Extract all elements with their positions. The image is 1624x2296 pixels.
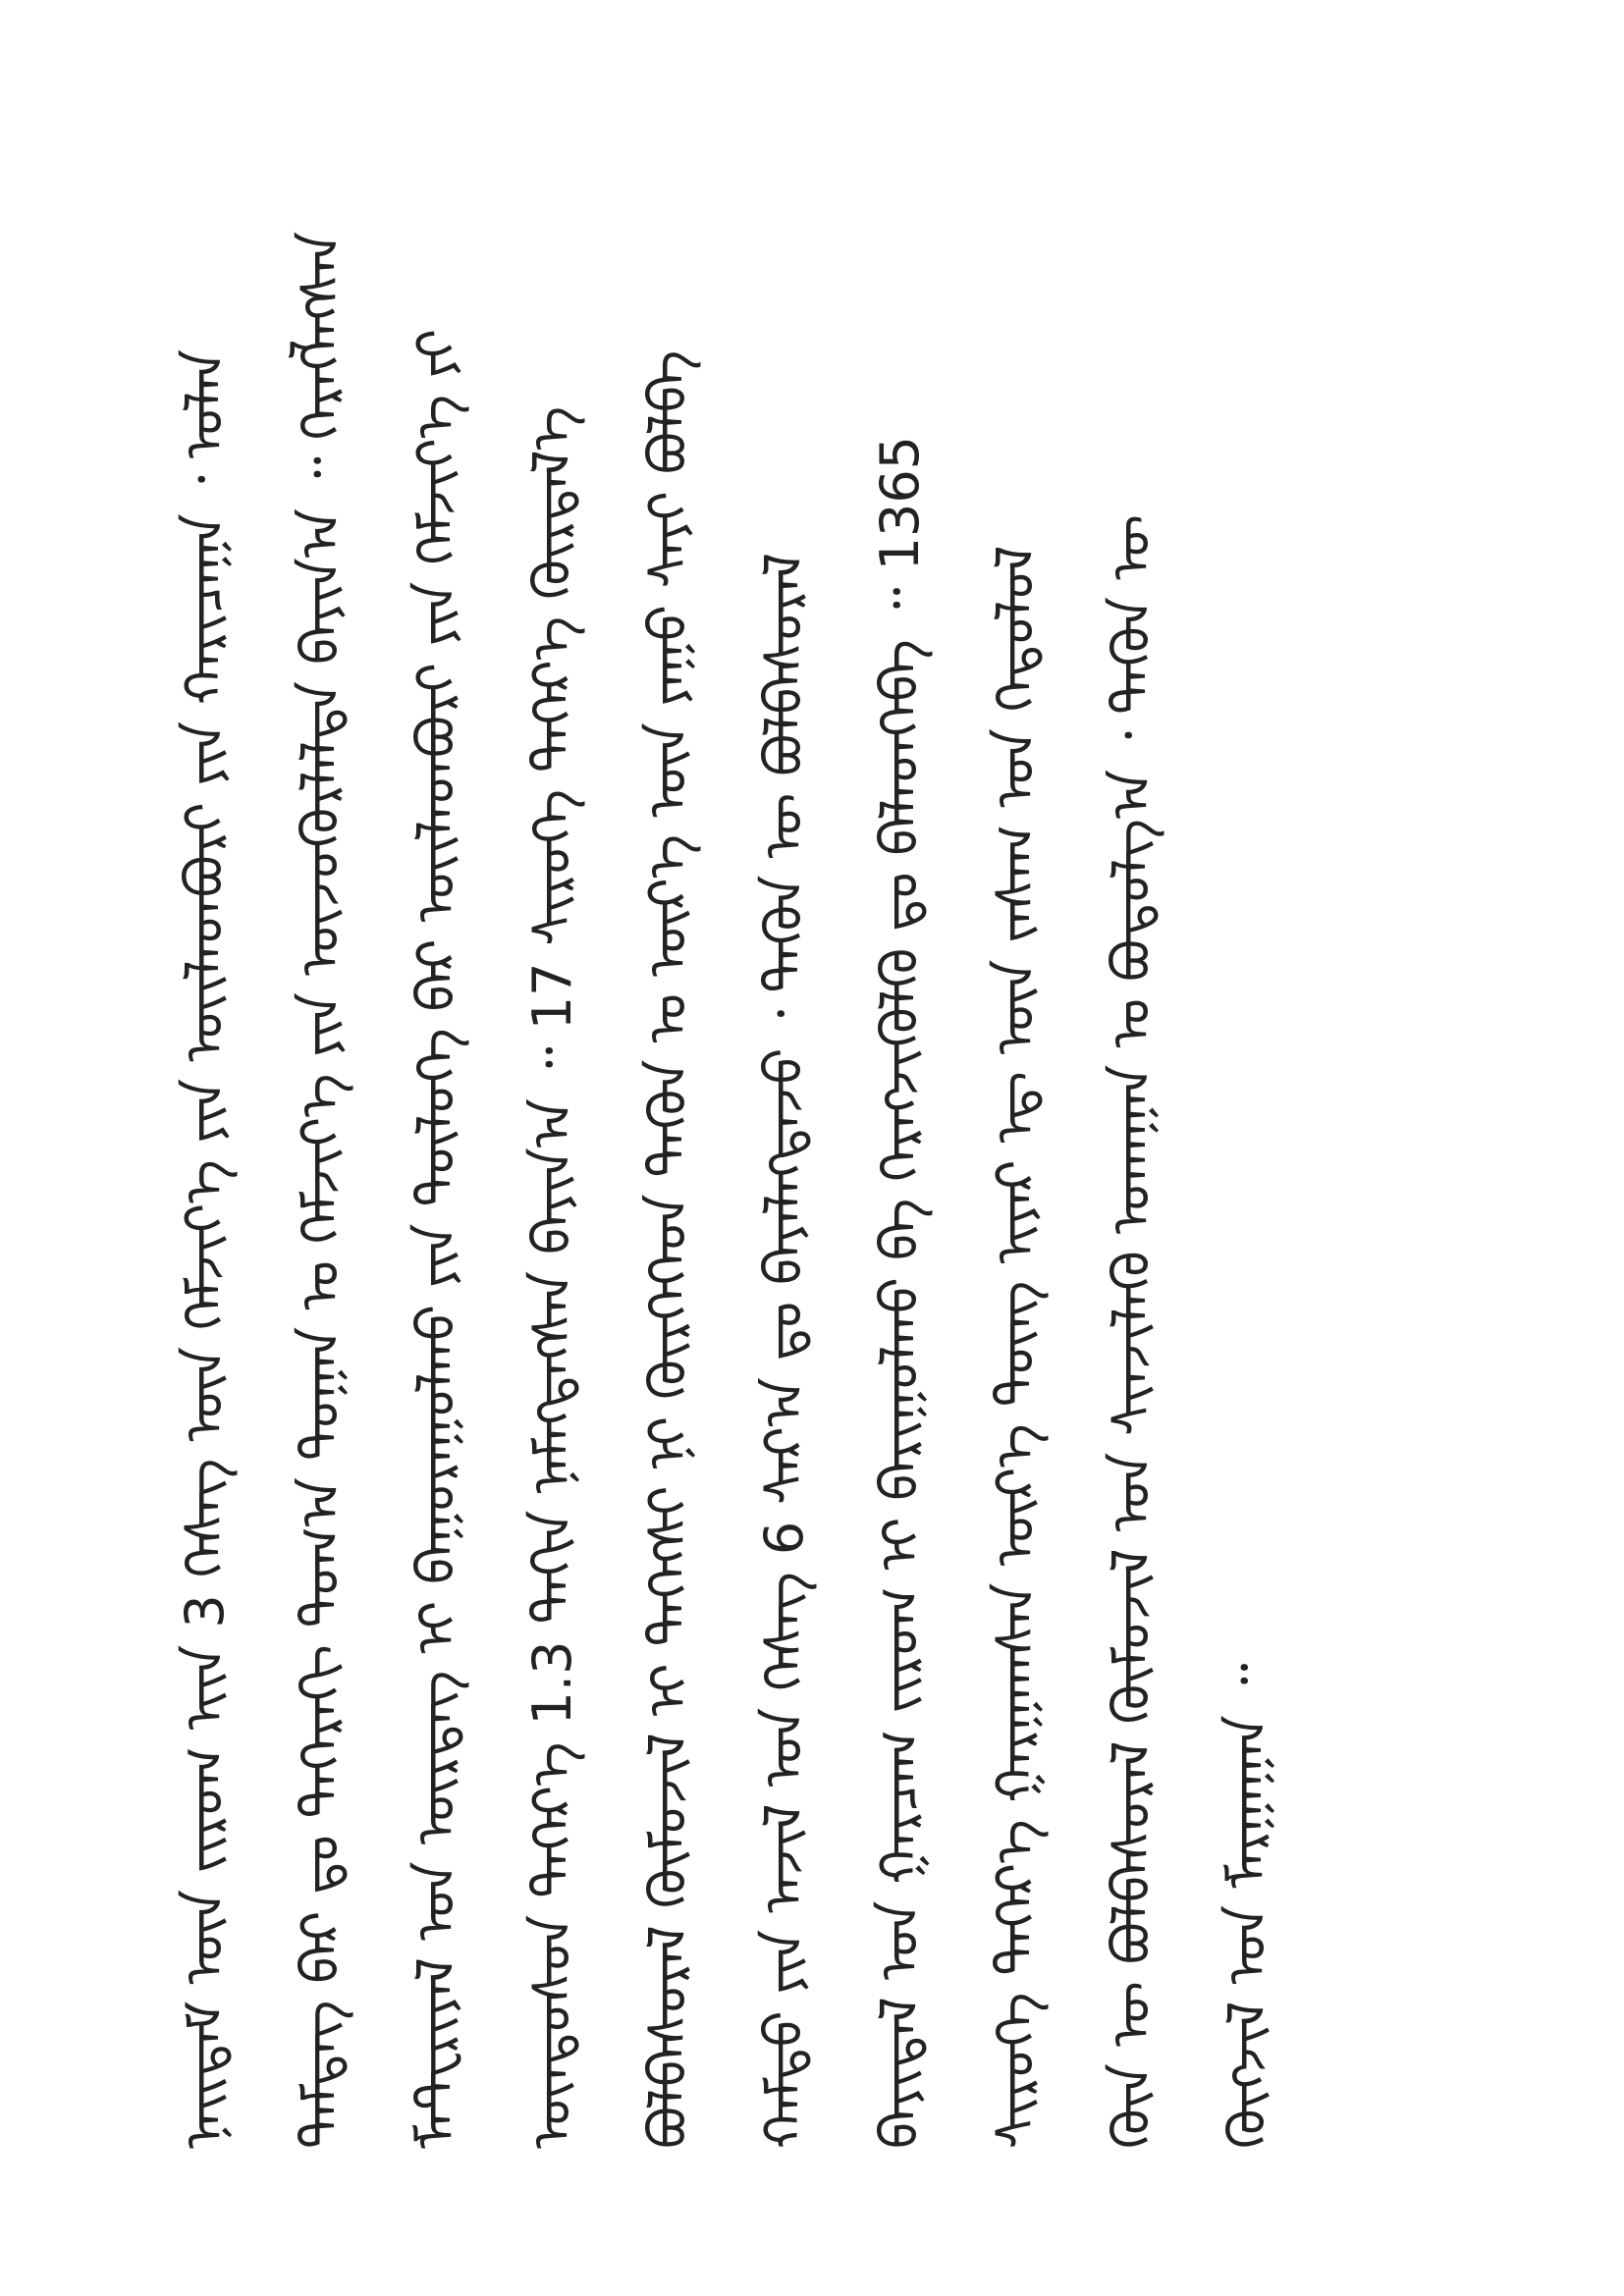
text-line: ᠦᠨᠳᠦᠰᠦᠨ ᠳᠡᠭᠡᠷ᠎ᠡ 1.3 ᠳᠠᠬᠢᠨ ᠨᠡᠮᠡᠭᠳᠡᠭᠰᠡᠨ ᠪᠠᠶᠢᠨ᠎ᠠ ᠃ 17 ᠰᠢᠷᠦᠭᠡ ᠳᠡᠭᠡᠷ᠎ᠡ ᠬᠦᠷᠲᠡᠯ᠎ᠡ bbox=[521, 405, 583, 2149]
text-line: ᠪᠣᠯᠪᠠᠰᠤᠷᠠᠯ ᠬᠦᠮᠦᠵᠢᠯ ᠢ ᠳᠡᠭᠡᠭᠰᠢ ᠨᠢ ᠬᠦᠷᠭᠡᠭᠡᠳ ᠲᠡᠭᠦᠨ ᠤ ᠦᠷ᠎ᠡ ᠦᠨ ᠶᠠᠭᠤ ᠰᠠᠶᠢ ᠪᠣᠯᠪᠠ bbox=[637, 349, 699, 2149]
text-line: ᠬᠦᠭᠵᠢᠯ ᠤᠨ ᠮᠠᠷᠭᠠᠭᠠᠨ ᠃ bbox=[1217, 1663, 1278, 2149]
text-line: ᠪᠠᠶᠢᠳᠠᠯ ᠤᠨ ᠭᠠᠷᠴᠠᠭ ᠵᠢᠷᠤᠭ ᠢ ᠪᠠᠷᠢᠭᠤᠯᠬᠤ ᠪᠠ ᠬᠡᠷᠡᠭᠵᠢᠭᠦᠯᠬᠦ ᠳᠤ ᠪᠡᠯᠡᠳᠬᠡᠪᠡ ᠃ 1365 bbox=[869, 435, 931, 2149]
text-line: ᠨᠡᠢᠳᠡᠮ ᠦᠨ ᠵᠢᠷᠤᠭ ᠢᠢᠨ 3 ᠬᠡᠰᠡᠭ ᠦᠨ ᠬᠡᠮᠵᠢᠶ᠎ᠡ ᠶᠢᠨ ᠦᠢᠯᠡᠳᠪᠦᠷᠢ ᠶᠢᠨ ᠬᠠᠷᠢᠴᠠᠭᠠ ᠂ ᠤᠯᠠᠨ bbox=[174, 348, 236, 2149]
text-line: ᠮᠠᠲ᠋ᠧᠷᠢᠶᠠᠯ ᠤᠨ ᠦᠷᠲᠡᠭ ᠢ ᠪᠠᠭᠤᠷᠠᠭᠤᠯᠬᠤ ᠶᠢᠨ ᠲᠥᠯᠥᠭᠡ ᠪᠠᠷ ᠦᠢᠯᠡᠳᠪᠦᠷᠢ ᠶᠢᠨ ᠬᠡᠮᠵᠢᠶ᠎ᠡ ᠶᠢ bbox=[406, 329, 467, 2149]
text-line: ᠲᠡᠮᠳᠡᠭ ᠪᠡᠷ ᠳᠤ ᠳᠡᠭᠡᠷᠡᠬᠢ ᠲᠤᠭ᠎ᠠ ᠲᠣᠭᠠᠨ ᠤ ᠬᠡᠮᠵᠢᠶ᠎ᠡ ᠶᠢᠨ ᠦᠵᠦᠭᠦᠷᠯᠡᠯᠲᠡ ᠪᠠᠶᠢᠨ᠎ᠠ ᠃ ᠬᠡᠷᠡᠭᠯᠡᠭᠰᠡᠨ bbox=[290, 231, 352, 2149]
text-line: ᠰᠢᠷᠦᠭᠡ ᠳᠡᠭᠡᠷ᠎ᠡ ᠭᠠᠷᠭᠠᠭᠰᠠᠨ ᠦᠷ᠎ᠡ ᠳᠦᠩ ᠢᠶᠡᠷ ᠡᠳ᠋ ᠦᠨ ᠵᠠᠰᠠᠭ ᠤᠨ ᠬᠡᠳᠦᠯᠦᠯ bbox=[985, 545, 1047, 2149]
text-line: ᠬᠦᠨ ᠦ ᠪᠣᠯᠪᠠᠰᠤᠷᠠᠯ ᠬᠦᠮᠦᠵᠢᠯ ᠤᠨ ᠰᠢᠨᠵᠢᠯᠡᠬᠦ ᠤᠬᠠᠭᠠᠨ ᠤ ᠪᠣᠳᠣᠯᠭ᠎ᠠ ᠂ ᠲᠡᠭᠦᠨ ᠦ bbox=[1101, 514, 1163, 2149]
text-line: ᠬᠠᠮᠲᠤ ᠶᠢᠨ ᠠᠵᠢᠯ ᠤᠨ ᠬᠡᠰᠡᠭ 6 ᠰᠠᠷ᠎ᠠ ᠳᠤ ᠪᠡᠶᠡᠯᠡᠭᠳᠡᠵᠦ ᠂ ᠲᠡᠭᠦᠨ ᠦ ᠪᠣᠯᠪᠠᠰᠤᠷᠠᠯ bbox=[753, 553, 815, 2149]
